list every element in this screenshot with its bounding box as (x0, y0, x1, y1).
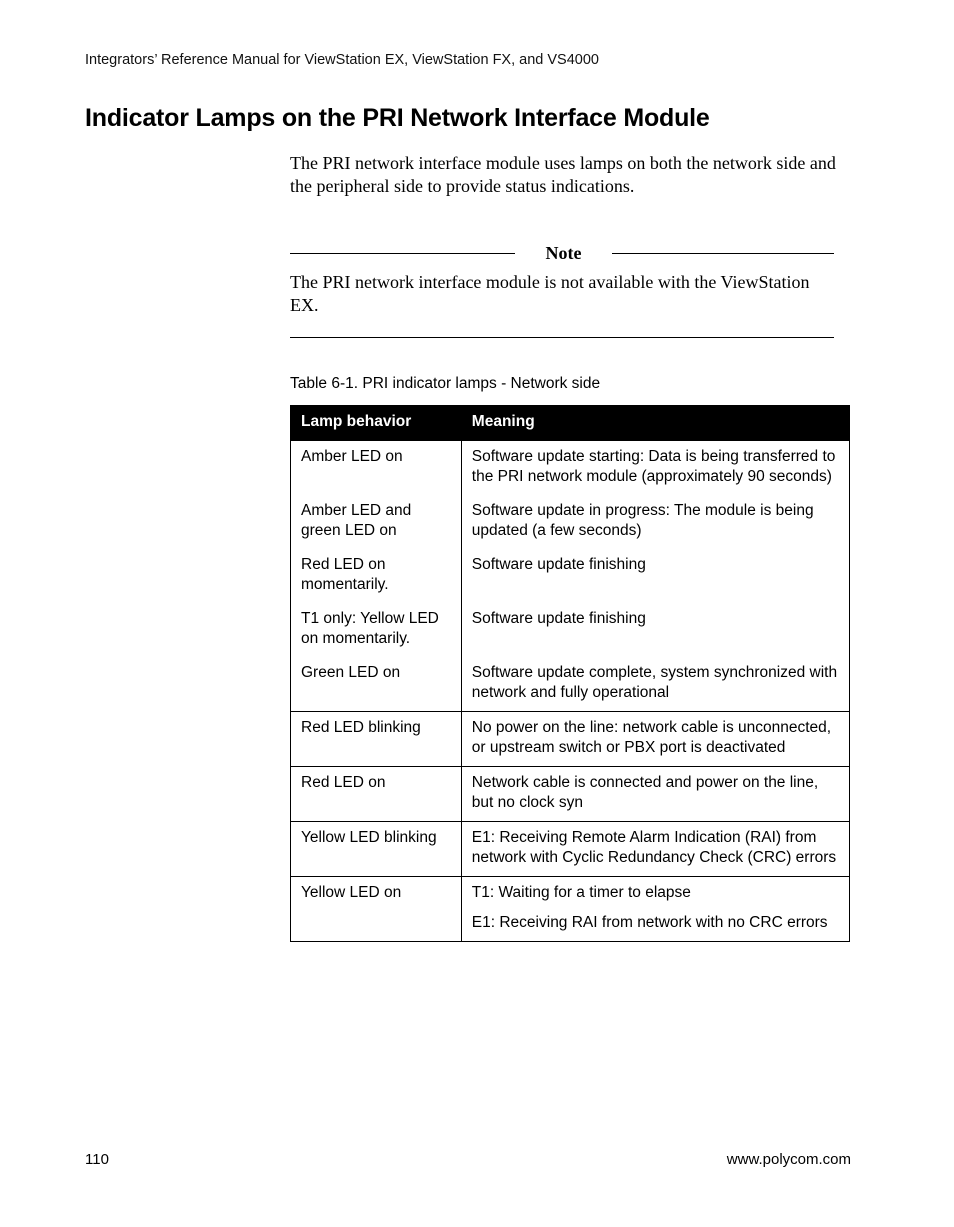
lamp-behavior-cell: Red LED on momentarily. (301, 555, 389, 593)
meaning-cell: Software update complete, system synchronized with network and fully operational (471, 663, 838, 701)
column-header-meaning: Meaning (461, 406, 849, 441)
note-rule-bottom (290, 337, 834, 338)
lamp-behavior-cell: Amber LED and green LED on (301, 501, 412, 539)
note-rule-right (612, 253, 834, 254)
table-row (291, 495, 850, 549)
indicator-lamps-table (290, 405, 850, 942)
lamp-behavior-cell: Red LED on (301, 773, 386, 791)
table-row (291, 549, 850, 603)
table-row (291, 711, 850, 766)
table-row (291, 657, 850, 712)
column-header-lamp-behavior: Lamp behavior (291, 406, 462, 441)
footer-website: www.polycom.com (726, 1151, 851, 1168)
meaning-cell: Software update finishing (471, 555, 646, 573)
lamp-behavior-cell: Yellow LED blinking (301, 828, 437, 846)
note-text: The PRI network interface module is not available with the ViewStation EX. (290, 272, 810, 315)
note-label: Note (545, 243, 582, 263)
table-row (291, 876, 850, 941)
lamp-behavior-cell: Amber LED on (301, 447, 403, 465)
lamp-behavior-cell: T1 only: Yellow LED on momentarily. (301, 609, 439, 647)
table-row (291, 821, 850, 876)
meaning-cell: E1: Receiving Remote Alarm Indication (RAI) from network with Cyclic Redundancy Check (CRC) errors (471, 828, 837, 866)
meaning-cell: T1: Waiting for a timer to elapse (471, 883, 691, 901)
meaning-cell: Software update in progress: The module is being updated (a few seconds) (471, 501, 814, 539)
lamp-behavior-cell: Red LED blinking (301, 718, 421, 736)
meaning-cell: Software update finishing (471, 609, 646, 627)
page-number: 110 (85, 1151, 109, 1168)
table-row (291, 440, 850, 495)
lamp-behavior-cell: Green LED on (301, 663, 401, 681)
section-title: Indicator Lamps on the PRI Network Interface Module (85, 104, 710, 132)
meaning-cell: No power on the line: network cable is unconnected, or upstream switch or PBX port is deactivated (471, 718, 832, 756)
note-rule-left (290, 253, 515, 254)
intro-paragraph: The PRI network interface module uses lamps on both the network side and the peripheral side to provide status indications. (290, 153, 836, 196)
table-header-row (291, 406, 850, 441)
meaning-cell: Network cable is connected and power on the line, but no clock syn (471, 773, 819, 811)
table-row (291, 766, 850, 821)
table-row (291, 603, 850, 657)
running-header: Integrators’ Reference Manual for ViewStation EX, ViewStation FX, and VS4000 (85, 52, 599, 68)
meaning-cell-secondary: E1: Receiving RAI from network with no CRC errors (471, 914, 828, 931)
meaning-cell: Software update starting: Data is being transferred to the PRI network module (approximately 90 seconds) (471, 447, 836, 485)
table-caption: Table 6-1. PRI indicator lamps - Network side (290, 375, 601, 392)
lamp-behavior-cell: Yellow LED on (301, 883, 402, 901)
